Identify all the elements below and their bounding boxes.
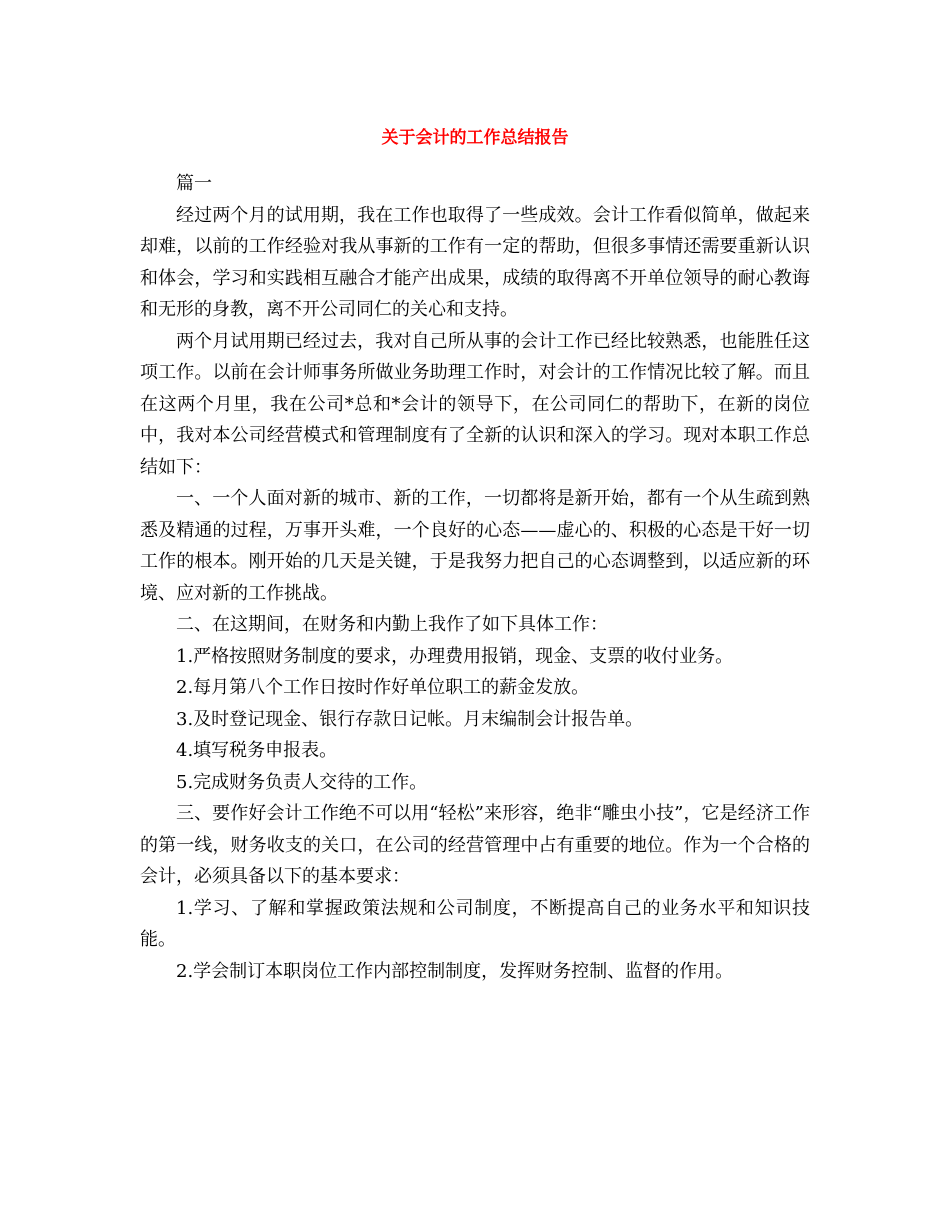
list-item: 1.严格按照财务制度的要求，办理费用报销，现金、支票的收付业务。 xyxy=(176,645,734,667)
paragraph-probation-summary: 两个月试用期已经过去，我对自己所从事的会计工作已经比较熟悉，也能胜任这项工作。以前在会计师事务所做业务助理工作时，对会计的工作情况比较了解。而且在这两个月里，我在公司*总和*会计的领导下，在公司同仁的帮助下，在新的岗位中，我对本公司经营模式和管理制度有了全新的认识和深入的学习。现对本职工作总结如下： xyxy=(140,330,810,478)
list-item: 3.及时登记现金、银行存款日记帐。月末编制会计报告单。 xyxy=(176,708,644,730)
list-item: 4.填写税务申报表。 xyxy=(176,740,338,761)
paragraph-point-two: 二、在这期间，在财务和内勤上我作了如下具体工作： xyxy=(176,614,608,635)
paragraph-intro: 经过两个月的试用期，我在工作也取得了一些成效。会计工作看似简单，做起来却难，以前的工作经验对我从事新的工作有一定的帮助，但很多事情还需要重新认识和体会，学习和实践相互融合才能产出成果，成绩的取得离不开单位领导的耐心教诲和无形的身教，离不开公司同仁的关心和支持。 xyxy=(140,204,810,320)
paragraph-point-three: 三、要作好会计工作绝不可以用“轻松”来形容，绝非“雕虫小技”，它是经济工作的第一线，财务收支的关口，在公司的经营管理中占有重要的地位。作为一个合格的会计，必须具备以下的基本要求： xyxy=(140,803,810,887)
list-item: 2.学会制订本职岗位工作内部控制制度，发挥财务控制、监督的作用。 xyxy=(176,960,734,982)
document-title: 关于会计的工作总结报告 xyxy=(381,128,569,148)
document-body xyxy=(140,168,810,987)
list-item: 2.每月第八个工作日按时作好单位职工的薪金发放。 xyxy=(176,677,590,698)
list-item: 1.学习、了解和掌握政策法规和公司制度，不断提高自己的业务水平和知识技能。 xyxy=(140,897,810,950)
paragraph-section-heading: 篇一 xyxy=(176,173,212,194)
list-item: 5.完成财务负责人交待的工作。 xyxy=(176,771,428,793)
paragraph-point-one: 一、一个人面对新的城市、新的工作，一切都将是新开始，都有一个从生疏到熟悉及精通的过程，万事开头难，一个良好的心态——虚心的、积极的心态是干好一切工作的根本。刚开始的几天是关键，于是我努力把自己的心态调整到，以适应新的环境、应对新的工作挑战。 xyxy=(140,488,810,604)
